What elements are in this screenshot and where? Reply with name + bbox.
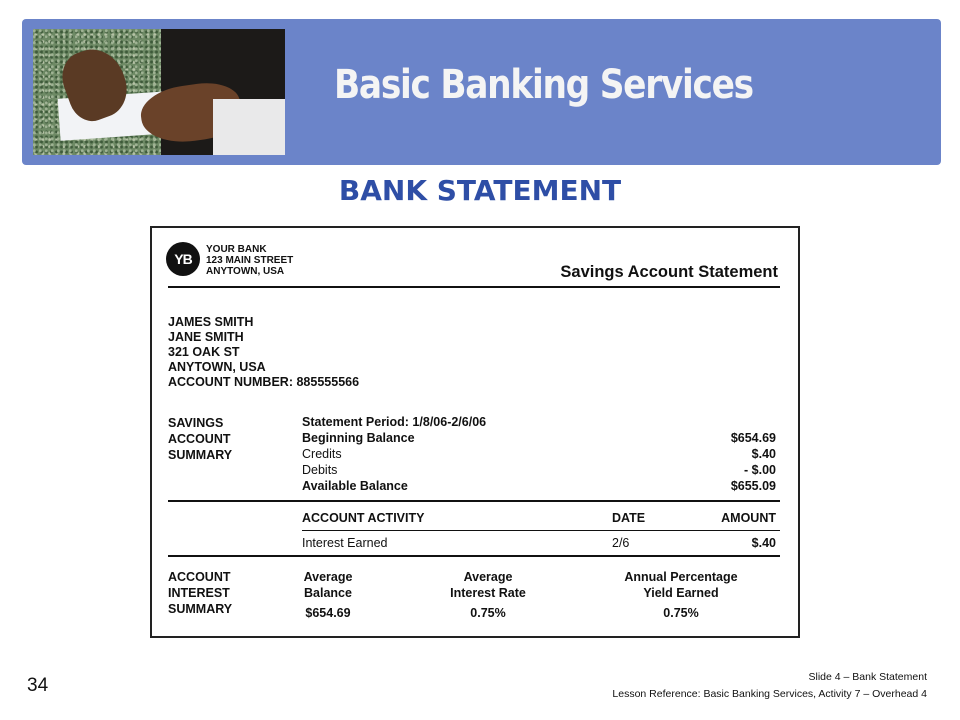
statement-period: Statement Period: 1/8/06-2/6/06 [302,415,487,429]
interest-col-apy-line2: Yield Earned [643,586,719,600]
bank-city: ANYTOWN, USA [206,266,285,277]
activity-row-date: 2/6 [612,536,630,550]
activity-header-amount: AMOUNT [721,511,776,525]
interest-heading-3: SUMMARY [168,602,233,616]
banner-title: Basic Banking Services [334,62,753,108]
page-number: 34 [27,675,49,696]
summary-value-credits: $.40 [751,447,776,461]
summary-value-beginning: $654.69 [730,431,776,445]
account-number: 885555566 [296,375,360,389]
summary-rule [168,500,780,502]
summary-label-debits: Debits [302,463,338,477]
interest-col-rate-line2: Interest Rate [450,586,526,600]
activity-header-rule [302,530,780,531]
customer-street: 321 OAK ST [168,345,240,359]
customer-name-1: JAMES SMITH [168,315,254,329]
check-writing-photo [33,29,285,155]
customer-name-2: JANE SMITH [168,330,244,344]
summary-label-beginning: Beginning Balance [302,431,415,445]
interest-col-balance-line1: Average [303,570,353,584]
interest-value-apy: 0.75% [663,606,699,620]
interest-col-rate-line1: Average [463,570,513,584]
summary-value-available: $655.09 [730,479,776,493]
account-number-label: ACCOUNT NUMBER: [168,375,293,389]
bank-logo: YB [166,242,200,276]
summary-heading-2: ACCOUNT [168,432,231,446]
summary-value-debits: - $.00 [744,463,776,477]
account-number-row [168,375,359,389]
summary-label-available: Available Balance [302,479,408,493]
activity-rule [168,555,780,557]
summary-label-credits: Credits [302,447,342,461]
interest-value-balance: $654.69 [305,606,351,620]
activity-row-amount: $.40 [751,536,776,550]
interest-value-rate: 0.75% [470,606,506,620]
slide-title: BANK STATEMENT [338,174,622,207]
summary-heading-1: SAVINGS [168,416,224,430]
slide-reference: Slide 4 – Bank Statement [808,671,927,683]
bank-name: YOUR BANK [206,244,267,255]
activity-header-description: ACCOUNT ACTIVITY [302,511,425,525]
activity-row-description: Interest Earned [302,536,388,550]
interest-heading-1: ACCOUNT [168,570,231,584]
bank-street: 123 MAIN STREET [206,255,294,266]
header-rule [168,286,780,288]
customer-city: ANYTOWN, USA [168,360,266,374]
statement-title: Savings Account Statement [560,263,778,281]
interest-heading-2: INTEREST [168,586,230,600]
bank-address [206,244,293,277]
interest-col-balance-line2: Balance [304,586,352,600]
activity-header-date: DATE [612,511,646,525]
bank-statement [150,226,800,638]
lesson-reference: Lesson Reference: Basic Banking Services, Activity 7 – Overhead 4 [612,688,927,700]
summary-heading-3: SUMMARY [168,448,233,462]
interest-col-apy-line1: Annual Percentage [624,570,738,584]
